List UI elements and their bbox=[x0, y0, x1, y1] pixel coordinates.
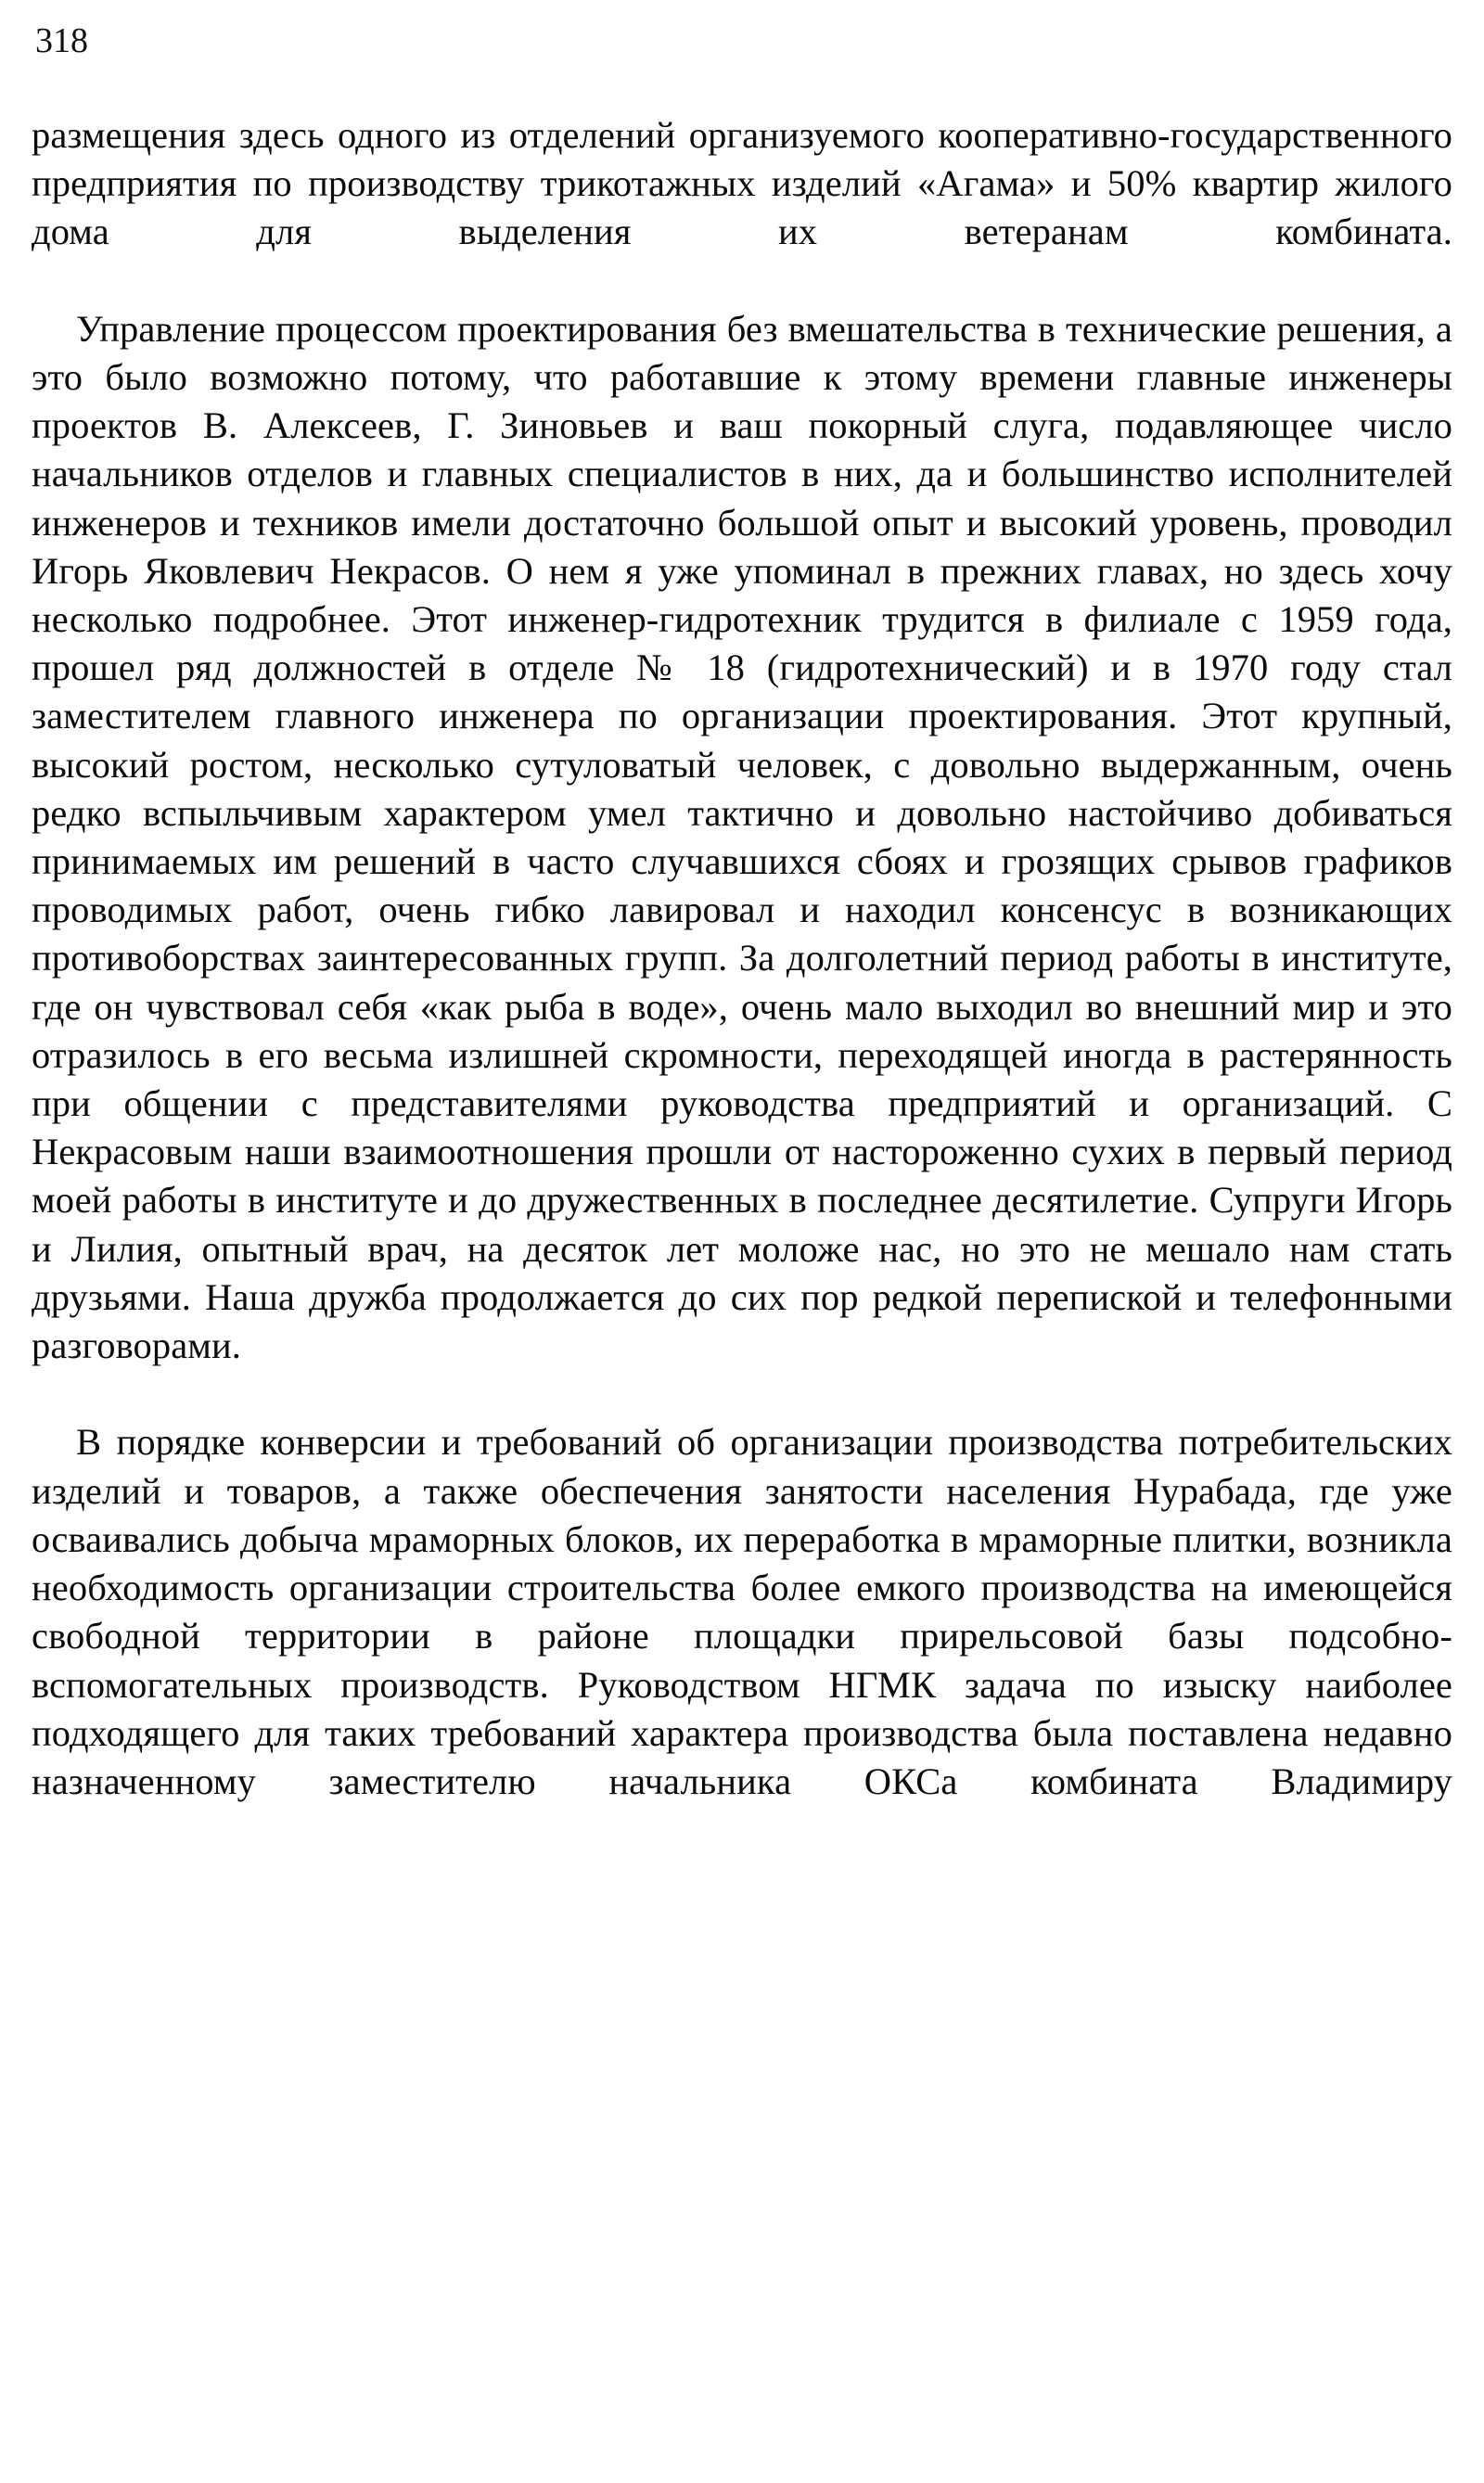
paragraph: Управление процессом проектирования без вмешательства в технические решения, а это было возможно потому, что работавшие к этому времени главные инженеры проектов В. Алексеев, Г. Зиновьев и ваш покорный слуга, подавляющее число начальников отделов и главных специалистов в них, да и большинство исполнителей инженеров и техников имели достаточно большой опыт и высокий уровень, проводил Игорь Яковлевич Некрасов. О нем я уже упоминал в прежних главах, но здесь хочу несколько подробнее. Этот инженер-гидротехник трудится в филиале с 1959 года, прошел ряд должностей в отделе № 18 (гидротехнический) и в 1970 году стал заместителем главного инженера по организации проектирования. Этот крупный, высокий ростом, несколько сутуловатый человек, с довольно выдержанным, очень редко вспыльчивым характером умел тактично и довольно настойчиво добиваться принимаемых им решений в часто случавшихся сбоях и грозящих срывов графиков проводимых работ, очень гибко лавировал и находил консенсус в возникающих противоборствах заинтересованных групп. За долголетний период работы в институте, где он чувствовал себя «как рыба в воде», очень мало выходил во внешний мир и это отразилось в его весьма излишней скромности, переходящей иногда в растерянность при общении с представителями руководства предприятий и организаций. С Некрасовым наши взаимоотношения прошли от настороженно сухих в первый период моей работы в институте и до дружественных в последнее десятилетие. Супруги Игорь и Лилия, опытный врач, на десяток лет моложе нас, но это не мешало нам стать друзьями. Наша дружба продолжается до сих пор редкой перепиской и телефонными разговорами. bbox=[32, 307, 1452, 1367]
paragraph: В порядке конверсии и требований об организации производства потребительских изделий и товаров, а также обеспечения занятости населения Нурабада, где уже осваивались добыча мраморных блоков, их переработка в мраморные плитки, возникла необходимость организации строительства более емкого производства на имеющейся свободной территории в районе площадки прирельсовой базы подсобно-вспомогательных производств. Руководством НГМК задача по изыску наиболее подходящего для таких требований характера производства была поставлена недавно назначенному заместителю начальника ОКСа комбината Владимиру bbox=[32, 1421, 1452, 1802]
body-text bbox=[32, 111, 1452, 1854]
paragraph: размещения здесь одного из отделений организуемого кооперативно-государственного предприятия по производству трикотажных изделий «Агама» и 50% квартир жилого дома для выделения их ветеранам комбината. bbox=[32, 114, 1452, 253]
page-number: 318 bbox=[35, 21, 88, 60]
